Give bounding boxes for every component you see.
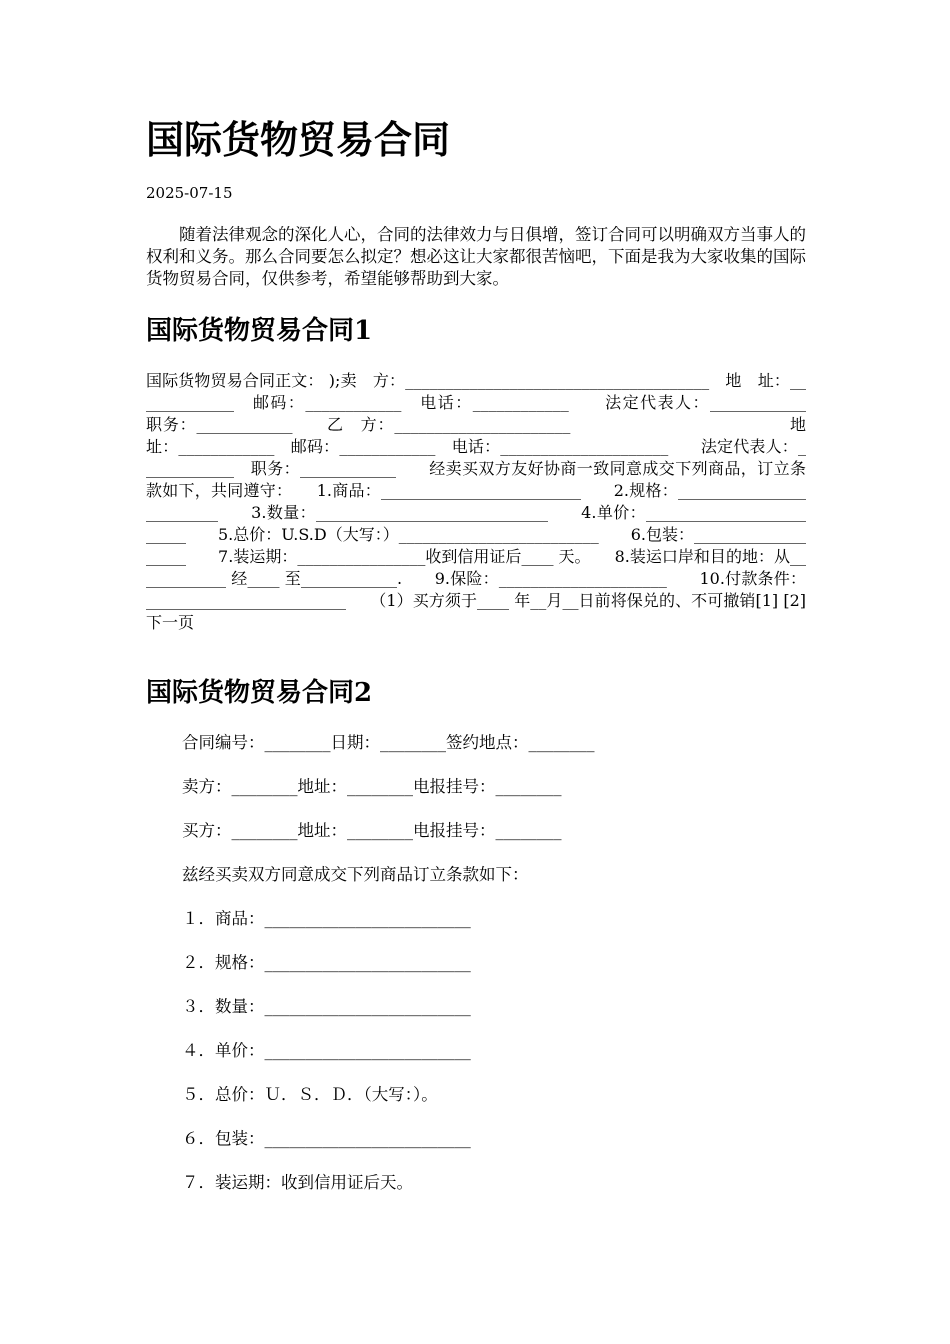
clause-quantity: ３．数量：_________________________ [182, 997, 471, 1016]
clause-specification: ２．规格：_________________________ [182, 953, 471, 972]
section-1-title: 国际货物贸易合同1 [146, 316, 373, 346]
clause-total-price: ５．总价：Ｕ．Ｓ．Ｄ．（大写：）。 [182, 1085, 438, 1104]
section-1-body: 国际货物贸易合同正文： );卖 方：______________________________________ 地 址：_____________ 邮码：____________ 电话：____________ 法定代表人：____________ 职务：____________ 乙 方：______________________ 地 址：____________ 邮码：____________ 电话：_____________________ 法定代表人：____________ 职务：____________ 经卖买双方友好协商一致同意成交下列商品，订立条款如下，共同遵守： 1.商品：_________________________ 2.规格：_________________________ 3.数量：_____________________________ 4.单价：_________________________ 5.总价：U.S.D（大写：）_________________________ 6.包装：___________________ 7.装运期：________________收到信用证后____ 天。 8.装运口岸和目的地：从____________ 经____ 至____________. 9.保险：_____________________ 10.付款条件：_________________________ （1）买方须于____ 年__月__日前将保兑的、不可撤销[1] [2] 下一页 [146, 371, 823, 632]
document-date: 2025-07-15 [146, 184, 233, 202]
section-2-clauses [182, 732, 806, 1216]
agreement-line: 兹经买卖双方同意成交下列商品订立条款如下： [182, 865, 529, 884]
intro-paragraph: 随着法律观念的深化人心，合同的法律效力与日俱增，签订合同可以明确双方当事人的权利和义务。那么合同要怎么拟定？想必这让大家都很苦恼吧，下面是我为大家收集的国际货物贸易合同，仅供参考，希望能够帮助到大家。 [146, 225, 806, 288]
document-title: 国际货物贸易合同 [146, 117, 451, 162]
seller-line: 卖方：________地址：________电报挂号：________ [182, 777, 562, 796]
clause-shipment: ７．装运期：收到信用证后天。 [182, 1173, 413, 1192]
contract-header-line: 合同编号：________日期：________签约地点：________ [182, 733, 595, 752]
buyer-line: 买方：________地址：________电报挂号：________ [182, 821, 562, 840]
clause-packing: ６．包装：_________________________ [182, 1129, 471, 1148]
section-2-title: 国际货物贸易合同2 [146, 678, 373, 708]
clause-commodity: １．商品：_________________________ [182, 909, 471, 928]
clause-unit-price: ４．单价：_________________________ [182, 1041, 471, 1060]
